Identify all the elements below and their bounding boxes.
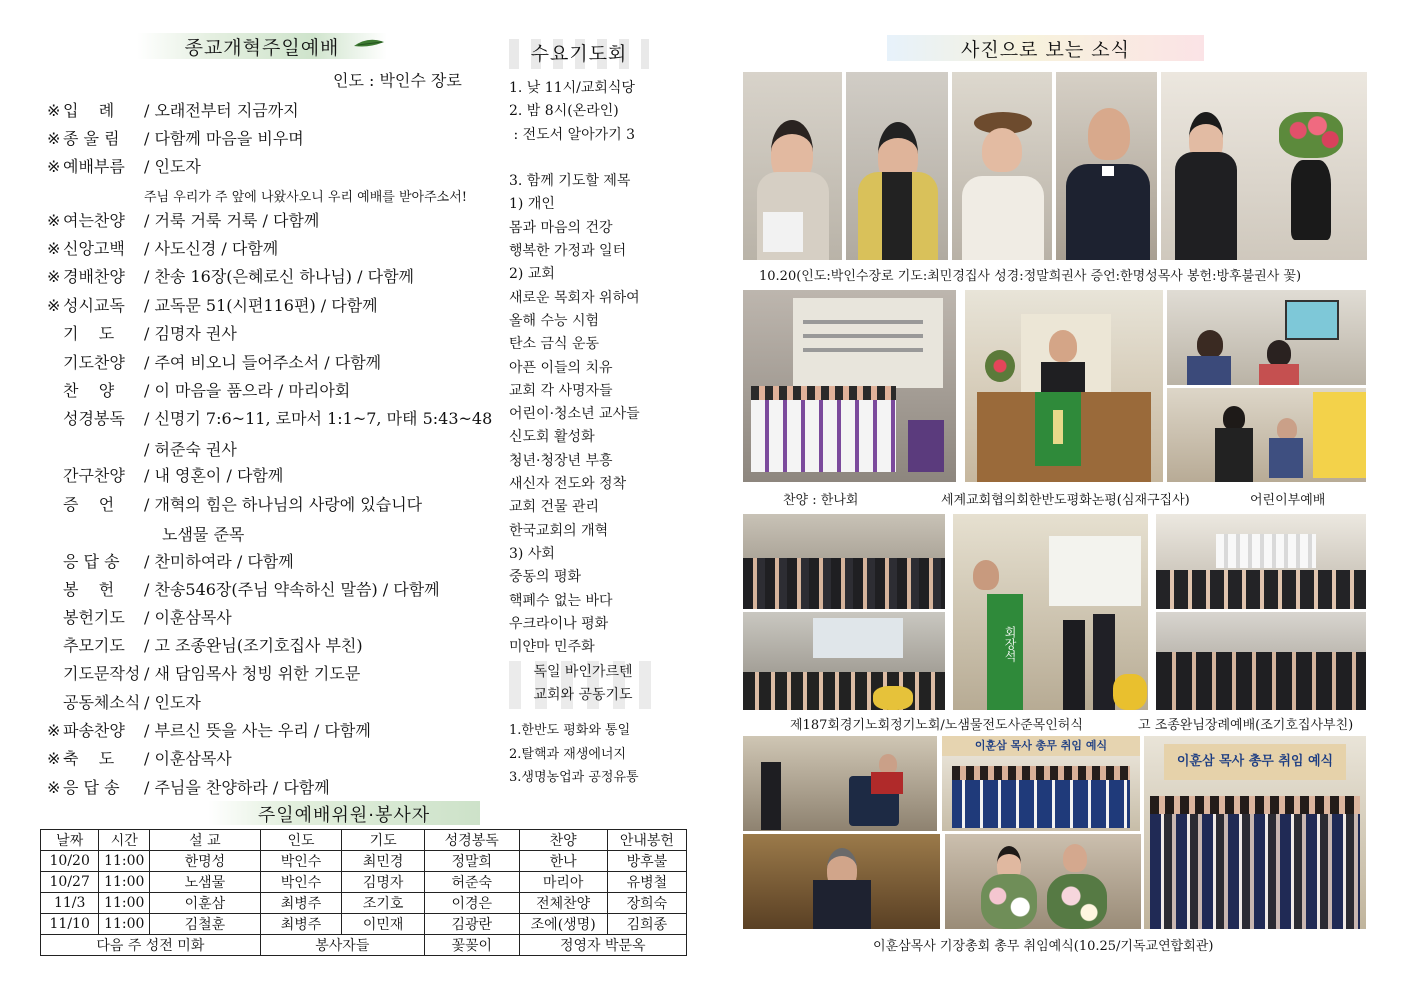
order-label: 성경봉독 [63, 409, 125, 428]
order-content: / 개혁의 힘은 하나님의 사랑에 있습니다 [144, 495, 423, 514]
caption-row2b: 세계교회협의회한반도평화논평(심재구집사) [941, 493, 1190, 508]
wednesday-line: 1. 낮 11시/교회식당 [509, 80, 635, 96]
order-label: 기 도 [63, 324, 115, 343]
scripture-reader: / 허준숙 권사 [144, 440, 237, 459]
order-item [47, 549, 294, 573]
order-item [47, 463, 284, 487]
order-content: / 교독문 51(시편116편) / 다함께 [144, 296, 378, 315]
table-cell: 조에(생명) [519, 914, 607, 935]
common-prayer-item: 1.한반도 평화와 통일 [509, 723, 631, 738]
volunteer-title: 주일예배위원·봉사자 [208, 801, 480, 825]
table-cell: 11:00 [99, 872, 150, 893]
common-prayer-list [509, 719, 639, 790]
order-content: / 인도자 [144, 693, 201, 712]
photo-children-class [1167, 290, 1366, 385]
leaf-icon [352, 34, 386, 54]
order-item [47, 126, 304, 150]
order-label: 봉 헌 [63, 580, 115, 599]
order-content: / 주여 비오니 들어주소서 / 다함께 [144, 353, 382, 372]
caption-row3a: 제187회경기노회정기노회/노샘물전도사준목인허식 [790, 718, 1083, 733]
order-label: 응 답 송 [63, 552, 120, 571]
wednesday-line: 3. 함께 기도할 제목 [509, 173, 631, 190]
order-content: / 인도자 [144, 157, 201, 176]
order-mark: ※ [47, 157, 61, 176]
order-mark: ※ [47, 211, 61, 230]
caption-row1: 10.20(인도:박인수장로 기도:최민경집사 성경:정말희권사 증언:한명성목사 봉헌:방후불권사 꽃) [759, 269, 1302, 284]
table-row [41, 914, 687, 935]
order-label: 추모기도 [63, 636, 125, 655]
table-header-cell: 시간 [99, 830, 150, 851]
table-cell: 박인수 [260, 872, 342, 893]
wednesday-line: 교회 각 사명자들 [509, 382, 613, 399]
group-banner: 이훈삼 목사 총무 취임 예식 [1164, 744, 1346, 780]
order-mark: ※ [47, 749, 61, 768]
photo-pastor [1056, 72, 1157, 260]
table-row [41, 851, 687, 872]
table-row [41, 893, 687, 914]
order-item [47, 236, 279, 260]
table-footer-row [41, 935, 687, 956]
testimony-speaker: 노샘물 준목 [162, 525, 245, 544]
wednesday-line: 새신자 전도와 정착 [509, 476, 627, 493]
order-label: 기도문작성 [63, 664, 141, 683]
table-row [41, 872, 687, 893]
photo-prayer-leader [743, 72, 842, 260]
table-header-cell: 안내봉헌 [607, 830, 686, 851]
order-item [47, 718, 371, 742]
table-cell: 최민경 [342, 851, 425, 872]
order-content: / 사도신경 / 다함께 [144, 239, 279, 258]
table-footer-cell: 꽃꽂이 [424, 935, 519, 956]
caption-row4: 이훈삼목사 기장총회 총무 취임예식(10.25/기독교연합회관) [873, 939, 1214, 954]
wednesday-line: 우크라이나 평화 [509, 615, 609, 632]
wednesday-title: 수요기도회 [509, 39, 649, 69]
table-footer-cell: 다음 주 성전 미화 [41, 935, 261, 956]
order-label: 여는찬양 [63, 211, 125, 230]
german-title-1: 독일 바인가르텐 [533, 664, 633, 680]
order-item [47, 98, 299, 122]
photo-installation-podium [743, 834, 940, 929]
order-content: / 찬송 16장(은혜로신 하나님) / 다함께 [144, 267, 414, 286]
photo-ordination [953, 514, 1148, 710]
photo-presbytery-stage [743, 612, 945, 710]
table-footer-cell: 정영자 박문옥 [519, 935, 686, 956]
order-item [47, 633, 363, 657]
order-item [47, 775, 330, 799]
order-content: / 다함께 마음을 비우며 [144, 129, 304, 148]
order-content: / 주님을 찬양하라 / 다함께 [144, 778, 330, 797]
caption-row3b: 고 조종완님장례예배(조기호집사부친) [1138, 718, 1354, 733]
table-cell: 정말희 [424, 851, 519, 872]
table-cell: 허준숙 [424, 872, 519, 893]
table-cell: 김희종 [607, 914, 686, 935]
table-cell: 조기호 [342, 893, 425, 914]
order-item [47, 350, 382, 374]
order-content: / 부르신 뜻을 사는 우리 / 다함께 [144, 721, 371, 740]
photo-installation-group [1144, 736, 1366, 929]
order-content: / 신명기 7:6~11, 로마서 1:1~7, 마태 5:43~48 [144, 409, 493, 428]
wednesday-line: : 전도서 알아가기 3 [509, 126, 636, 143]
wednesday-line: 1) 개인 [509, 196, 555, 213]
table-footer-cell: 봉사자들 [260, 935, 424, 956]
table-cell: 유병철 [607, 872, 686, 893]
table-cell: 김철훈 [150, 914, 261, 935]
table-cell: 한명성 [150, 851, 261, 872]
table-cell: 방후불 [607, 851, 686, 872]
table-cell: 10/27 [41, 872, 99, 893]
table-cell: 이경은 [424, 893, 519, 914]
table-header-cell: 찬양 [519, 830, 607, 851]
order-item [47, 406, 493, 430]
photo-installation-speech [743, 736, 937, 831]
wednesday-line: 미얀마 민주화 [509, 639, 595, 656]
wednesday-line: 2) 교회 [509, 266, 555, 283]
order-label: 축 도 [63, 749, 115, 768]
order-content: / 고 조종완님(조기호집사 부친) [144, 636, 363, 655]
order-label: 신앙고백 [63, 239, 125, 258]
wednesday-line: 아픈 이들의 치유 [509, 359, 613, 376]
wednesday-line: 한국교회의 개혁 [509, 522, 609, 539]
order-label: 증 언 [63, 495, 115, 514]
wednesday-line: 몸과 마음의 건강 [509, 219, 613, 236]
table-cell: 김광란 [424, 914, 519, 935]
wednesday-list [509, 77, 640, 659]
order-content: / 이 마음을 품으라 / 마리아회 [144, 381, 351, 400]
order-label: 파송찬양 [63, 721, 125, 740]
wednesday-line: 행복한 가정과 일터 [509, 243, 627, 260]
order-label: 기도찬양 [63, 353, 125, 372]
order-content: / 거룩 거룩 거룩 / 다함께 [144, 211, 320, 230]
order-mark: ※ [47, 129, 61, 148]
order-content: / 이훈삼목사 [144, 749, 232, 768]
order-item [47, 264, 414, 288]
volunteer-table [40, 829, 687, 956]
wednesday-line: 중동의 평화 [509, 569, 582, 586]
order-label: 봉헌기도 [63, 608, 125, 627]
table-cell: 11/10 [41, 914, 99, 935]
photo-presbytery-hall [743, 514, 945, 609]
wednesday-line: 청년·청장년 부흥 [509, 452, 613, 469]
table-cell: 마리아 [519, 872, 607, 893]
photo-funeral-top [1156, 514, 1366, 609]
photo-installation-flowers [945, 834, 1141, 929]
order-label: 경배찬양 [63, 267, 125, 286]
table-cell: 최병주 [260, 914, 342, 935]
german-title-2: 교회와 공동기도 [533, 687, 633, 703]
photo-choir [743, 290, 956, 482]
order-mark: ※ [47, 296, 61, 315]
worship-title: 종교개혁주일예배 [137, 33, 387, 59]
wednesday-line: 올해 수능 시험 [509, 312, 600, 329]
order-item [47, 605, 232, 629]
order-mark: ※ [47, 778, 61, 797]
order-content: / 오래전부터 지금까지 [144, 101, 299, 120]
table-header-row [41, 830, 687, 851]
order-content: / 이훈삼목사 [144, 608, 232, 627]
order-content: / 찬송546장(주님 약속하신 말씀) / 다함께 [144, 580, 440, 599]
call-to-worship-text: 주님 우리가 주 앞에 나왔사오니 우리 예배를 받아주소서! [144, 190, 467, 205]
table-cell: 11/3 [41, 893, 99, 914]
table-header-cell: 인도 [260, 830, 342, 851]
common-prayer-item: 3.생명농업과 공정유통 [509, 770, 639, 785]
wednesday-line: 2. 밤 8시(온라인) [509, 103, 619, 120]
table-cell: 한나 [519, 851, 607, 872]
order-item [47, 746, 232, 770]
table-cell: 장희숙 [607, 893, 686, 914]
photo-sermon [965, 290, 1163, 482]
wednesday-line: 탄소 금식 운동 [509, 336, 600, 353]
order-mark: ※ [47, 721, 61, 740]
order-label: 간구찬양 [63, 466, 125, 485]
table-cell: 이민재 [342, 914, 425, 935]
order-content: / 새 담임목사 청빙 위한 기도문 [144, 664, 361, 683]
wednesday-line: 어린이·청소년 교사들 [509, 406, 640, 423]
order-label: 성시교독 [63, 296, 125, 315]
order-content: / 찬미하여라 / 다함께 [144, 552, 294, 571]
order-content: / 김명자 권사 [144, 324, 237, 343]
order-item [47, 154, 201, 178]
wednesday-line [509, 147, 640, 170]
photo-children-worship [1167, 388, 1366, 482]
order-label: 찬 양 [63, 381, 115, 400]
common-prayer-item: 2.탈핵과 재생에너지 [509, 746, 626, 762]
photo-reader-beret [952, 72, 1052, 260]
photo-scripture-reader [846, 72, 948, 260]
table-header-cell: 기도 [342, 830, 425, 851]
table-cell: 11:00 [99, 893, 150, 914]
table-cell: 전체찬양 [519, 893, 607, 914]
table-cell: 김명자 [342, 872, 425, 893]
wednesday-line: 교회 건물 관리 [509, 499, 600, 516]
wednesday-line: 새로운 목회자 위하여 [509, 289, 640, 306]
podium-label: 회장석 [1003, 626, 1017, 662]
table-header-cell: 날짜 [41, 830, 99, 851]
order-item [47, 690, 201, 714]
table-cell: 노샘물 [150, 872, 261, 893]
photo-installation-choir [942, 736, 1140, 831]
order-mark: ※ [47, 267, 61, 286]
order-mark: ※ [47, 101, 61, 120]
order-item [47, 577, 440, 601]
table-cell: 박인수 [260, 851, 342, 872]
table-cell: 이훈삼 [150, 893, 261, 914]
photo-funeral-bottom [1156, 612, 1366, 710]
german-church-box [509, 661, 657, 709]
order-item [47, 208, 320, 232]
caption-row2a: 찬양 : 한나회 [783, 493, 859, 508]
table-cell: 최병주 [260, 893, 342, 914]
order-mark: ※ [47, 239, 61, 258]
table-cell: 11:00 [99, 914, 150, 935]
wednesday-line: 3) 사회 [509, 545, 555, 562]
caption-row2c: 어린이부예배 [1250, 493, 1326, 508]
order-item [47, 321, 237, 345]
order-label: 공동체소식 [63, 693, 141, 712]
worship-leader: 인도 : 박인수 장로 [333, 71, 462, 90]
installation-banner: 이훈삼 목사 총무 취임 예식 [942, 736, 1140, 756]
order-item [47, 378, 351, 402]
order-item [47, 661, 361, 685]
table-cell: 11:00 [99, 851, 150, 872]
table-cell: 10/20 [41, 851, 99, 872]
order-item [47, 293, 378, 317]
order-content: / 내 영혼이 / 다함께 [144, 466, 284, 485]
wednesday-line: 핵폐수 없는 바다 [509, 592, 613, 609]
wednesday-line: 신도회 활성화 [509, 429, 595, 446]
order-label: 종 울 림 [63, 129, 120, 148]
photo-offering [1161, 72, 1367, 260]
table-header-cell: 설 교 [150, 830, 261, 851]
table-header-cell: 성경봉독 [424, 830, 519, 851]
order-label: 예배부름 [63, 157, 125, 176]
order-label: 응 답 송 [63, 778, 120, 797]
news-title: 사진으로 보는 소식 [887, 35, 1204, 61]
order-item [47, 492, 423, 516]
order-label: 입 례 [63, 101, 115, 120]
